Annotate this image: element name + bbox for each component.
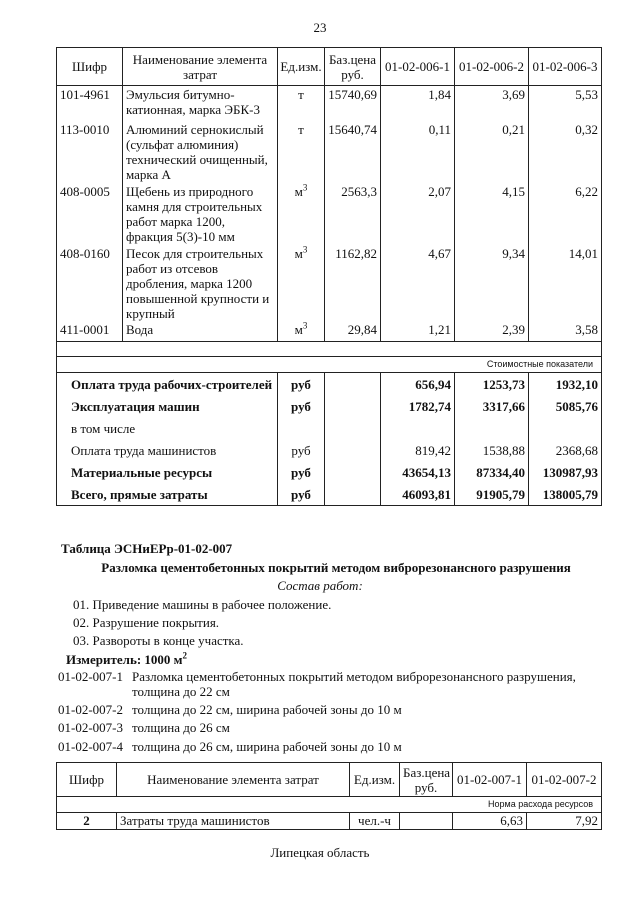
section-label: Норма расхода ресурсов: [57, 797, 602, 813]
totals-name: Оплата труда машинистов: [57, 439, 278, 461]
measure-label: [66, 652, 187, 668]
resource-table-01-02-006: [56, 47, 602, 506]
unit-text: м: [294, 245, 303, 261]
col-header-name: Наименование элемента затрат: [123, 48, 278, 86]
totals-row: [57, 461, 602, 483]
row-value-1: 1,84: [381, 86, 455, 122]
totals-value-1: 43654,13: [381, 461, 455, 483]
row-unit: [278, 322, 325, 342]
totals-unit: руб: [278, 439, 325, 461]
work-composition-label: Состав работ:: [277, 578, 363, 593]
cost-indicators-section: [57, 342, 602, 373]
totals-price: [325, 461, 381, 483]
col-header-code: Шифр: [57, 763, 117, 797]
totals-unit: руб: [278, 461, 325, 483]
row-price: 15740,69: [325, 86, 381, 122]
totals-value-3: 2368,68: [529, 439, 602, 461]
unit-text: т: [298, 121, 304, 137]
col-header-price: Баз.цена руб.: [325, 48, 381, 86]
item-code: 01-02-007-1: [58, 669, 123, 684]
row-price: 1162,82: [325, 246, 381, 322]
col-header-rate-2: 01-02-007-2: [527, 763, 602, 797]
work-step: 01. Приведение машины в рабочее положение.: [73, 597, 332, 612]
row-code: 113-0010: [57, 122, 123, 184]
totals-price: [325, 439, 381, 461]
unit-superscript: 3: [302, 182, 308, 193]
item-code: 01-02-007-3: [58, 720, 123, 735]
row-unit: [278, 122, 325, 184]
page-number: 23: [313, 20, 327, 35]
row-name: Щебень из природного камня для строительных работ марка 1200, фракция 5(3)-10 мм: [123, 184, 278, 246]
col-header-unit: Ед.изм.: [350, 763, 400, 797]
row-value-3: 0,32: [529, 122, 602, 184]
unit-text: м: [294, 321, 303, 337]
totals-row: [57, 395, 602, 417]
table-title: Таблица ЭСНиЕРр-01-02-007: [61, 541, 233, 556]
section-label-row: [57, 357, 602, 373]
row-value-1: 4,67: [381, 246, 455, 322]
row-value-2: 2,39: [455, 322, 529, 342]
table-row: [57, 122, 602, 184]
col-header-code: Шифр: [57, 48, 123, 86]
row-price: 29,84: [325, 322, 381, 342]
totals-value-2: 87334,40: [455, 461, 529, 483]
row-value-3: 3,58: [529, 322, 602, 342]
page-footer: Липецкая область: [270, 845, 370, 860]
item-text: толщина до 22 см: [132, 684, 230, 699]
totals-name: Материальные ресурсы: [57, 461, 278, 483]
unit-text: т: [298, 87, 304, 102]
totals-value-2: 1538,88: [455, 439, 529, 461]
totals-value-2: [455, 417, 529, 439]
row-unit: [278, 86, 325, 122]
item-text: толщина до 22 см, ширина рабочей зоны до 10 м: [132, 702, 402, 717]
totals-value-1: 819,42: [381, 439, 455, 461]
col-header-rate-1: 01-02-007-1: [453, 763, 527, 797]
totals-unit: руб: [278, 483, 325, 506]
row-value-1: 6,63: [453, 813, 527, 830]
item-code: 01-02-007-2: [58, 702, 123, 717]
col-header-rate-1: 01-02-006-1: [381, 48, 455, 86]
totals-value-3: 5085,76: [529, 395, 602, 417]
row-value-3: 14,01: [529, 246, 602, 322]
totals-value-3: 130987,93: [529, 461, 602, 483]
row-unit: [278, 246, 325, 322]
col-header-name: Наименование элемента затрат: [117, 763, 350, 797]
row-value-1: 1,21: [381, 322, 455, 342]
totals-price: [325, 417, 381, 439]
totals-value-2: 91905,79: [455, 483, 529, 506]
totals-name: Эксплуатация машин: [57, 395, 278, 417]
row-name: Вода: [123, 322, 278, 342]
col-header-unit: Ед.изм.: [278, 48, 325, 86]
row-price: [400, 813, 453, 830]
table-row: [57, 86, 602, 122]
row-code: 408-0160: [57, 246, 123, 322]
item-code: 01-02-007-4: [58, 739, 123, 754]
row-name: Алюминий сернокислый (сульфат алюминия) технический очищенный, марка А: [123, 122, 278, 184]
totals-value-2: 1253,73: [455, 373, 529, 396]
col-header-price: Баз.цена руб.: [400, 763, 453, 797]
totals-value-3: [529, 417, 602, 439]
totals-value-1: 1782,74: [381, 395, 455, 417]
table-row: [57, 246, 602, 322]
work-step: 03. Развороты в конце участка.: [73, 633, 244, 648]
row-value-1: 0,11: [381, 122, 455, 184]
row-value-2: 4,15: [455, 184, 529, 246]
row-code: 411-0001: [57, 322, 123, 342]
table-header-row: [57, 763, 602, 797]
row-value-2: 9,34: [455, 246, 529, 322]
unit-superscript: 3: [302, 244, 308, 255]
totals-value-3: 1932,10: [529, 373, 602, 396]
measure-text: Измеритель: 1000 м: [66, 652, 183, 667]
work-step: 02. Разрушение покрытия.: [73, 615, 220, 630]
row-name: Затраты труда машинистов: [117, 813, 350, 830]
totals-value-1: 656,94: [381, 373, 455, 396]
totals-name: Оплата труда рабочих-строителей: [57, 373, 278, 396]
row-name: Эмульсия битумно-катионная, марка ЭБК-3: [123, 86, 278, 122]
item-text: Разломка цементобетонных покрытий методом виброрезонансного разрушения,: [132, 669, 576, 684]
unit-superscript: 3: [302, 320, 308, 331]
table-row: [57, 184, 602, 246]
totals-price: [325, 373, 381, 396]
totals-price: [325, 483, 381, 506]
col-header-rate-2: 01-02-006-2: [455, 48, 529, 86]
row-unit: [278, 184, 325, 246]
totals-unit: руб: [278, 373, 325, 396]
row-code: 2: [57, 813, 117, 830]
table-row: [57, 322, 602, 342]
totals-name: в том числе: [57, 417, 278, 439]
item-text: толщина до 26 см, ширина рабочей зоны до 10 м: [132, 739, 402, 754]
row-unit: чел.-ч: [350, 813, 400, 830]
row-price: 2563,3: [325, 184, 381, 246]
totals-row: [57, 483, 602, 506]
totals-value-2: 3317,66: [455, 395, 529, 417]
section-subtitle: Разломка цементобетонных покрытий методом виброрезонансного разрушения: [101, 560, 571, 575]
totals-row: [57, 417, 602, 439]
row-price: 15640,74: [325, 122, 381, 184]
row-code: 101-4961: [57, 86, 123, 122]
section-label: Стоимостные показатели: [57, 357, 602, 373]
row-name: Песок для строительных работ из отсевов дробления, марка 1200 повышенной крупности и крупный: [123, 246, 278, 322]
totals-unit: руб: [278, 395, 325, 417]
totals-price: [325, 395, 381, 417]
totals-value-1: [381, 417, 455, 439]
col-header-rate-3: 01-02-006-3: [529, 48, 602, 86]
section-label-row: [57, 342, 602, 357]
table-row: [57, 813, 602, 830]
totals-rows: [57, 373, 602, 506]
totals-value-3: 138005,79: [529, 483, 602, 506]
row-value-2: 7,92: [527, 813, 602, 830]
row-code: 408-0005: [57, 184, 123, 246]
row-value-1: 2,07: [381, 184, 455, 246]
row-value-3: 5,53: [529, 86, 602, 122]
table-header-row: [57, 48, 602, 86]
section-label-row: [57, 797, 602, 813]
totals-unit: [278, 417, 325, 439]
row-value-3: 6,22: [529, 184, 602, 246]
row-value-2: 3,69: [455, 86, 529, 122]
totals-row: [57, 373, 602, 396]
unit-text: м: [294, 183, 303, 199]
item-text: толщина до 26 см: [132, 720, 230, 735]
resource-table-01-02-007: [56, 762, 602, 830]
measure-superscript: 2: [182, 650, 188, 661]
totals-value-1: 46093,81: [381, 483, 455, 506]
totals-row: [57, 439, 602, 461]
resource-rows: [57, 86, 602, 342]
row-value-2: 0,21: [455, 122, 529, 184]
totals-name: Всего, прямые затраты: [57, 483, 278, 506]
